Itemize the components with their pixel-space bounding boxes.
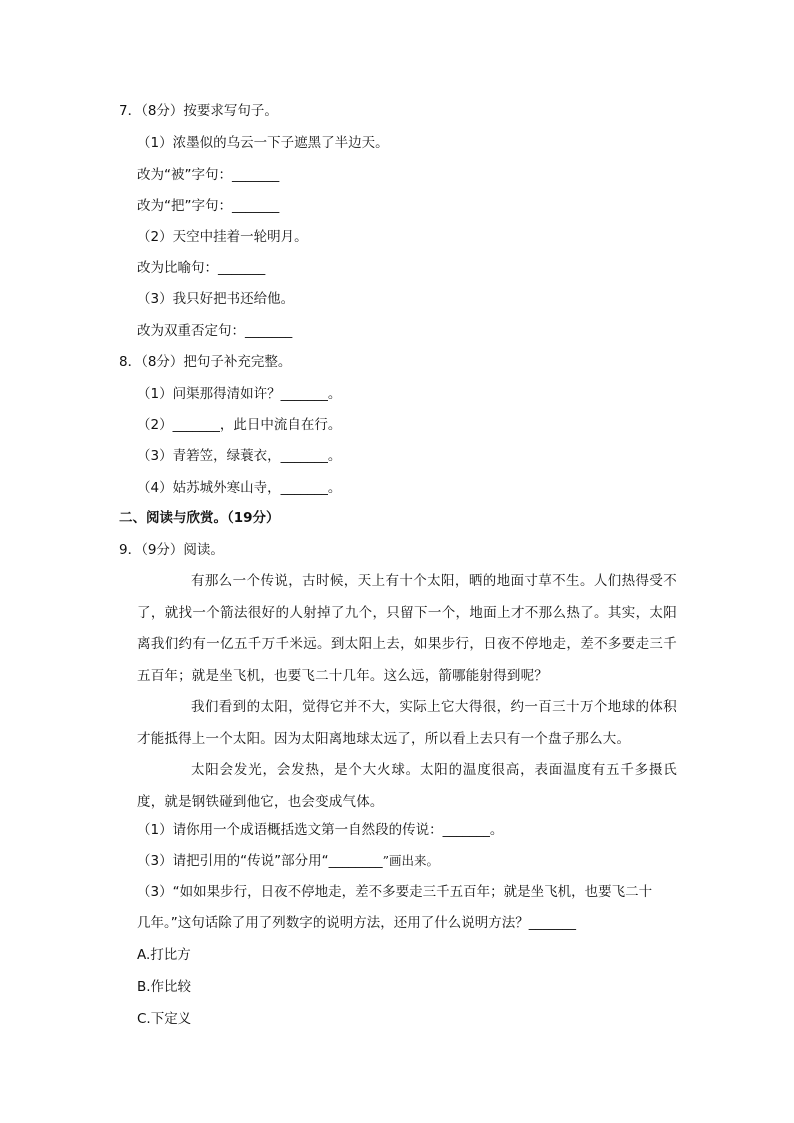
q7-header: 7．（8分）按要求写句子。 <box>119 103 278 119</box>
reading-passage <box>137 566 677 818</box>
q7-sentence-1: （1）浓墨似的乌云一下子遮黑了半边天。 <box>137 135 389 151</box>
passage-paragraph-3: 太阳会发光，会发热，是个大火球。太阳的温度很高，表面温度有五千多摄氏度，就是钢铁碰到他它，也会变成气体。 <box>137 762 677 810</box>
q9-header: 9．（9分）阅读。 <box>119 542 224 558</box>
q7-answer-bei: 改为“被”字句：_______ <box>137 167 280 183</box>
q9-sub-3-line-2: 几年。”这句话除了用了列数字的说明方法，还用了什么说明方法？_______ <box>137 915 576 931</box>
passage-paragraph-1: 有那么一个传说，古时候，天上有十个太阳，晒的地面寸草不生。人们热得受不了，就找一个箭法很好的人射掉了九个，只留下一个，地面上才不那么热了。其实，太阳离我们约有一亿五千万千米远。到太阳上去，如果步行，日夜不停地走，差不多要走三千五百年；就是坐飞机，也要飞二十几年。这么远，箭哪能射得到呢？ <box>137 573 677 684</box>
q9-option-c: C.下定义 <box>137 1011 192 1027</box>
q8-header: 8．（8分）把句子补充完整。 <box>119 354 292 370</box>
q9-sub-2 <box>137 851 439 871</box>
q9-sub-3-line-1: （3）“如如果步行，日夜不停地走，差不多要走三千五百年；就是坐飞机，也要飞二十 <box>137 884 653 900</box>
q8-item-4: （4）姑苏城外寒山寺，_______。 <box>137 480 342 496</box>
q7-sentence-2: （2）天空中挂着一轮明月。 <box>137 229 308 245</box>
q7-answer-ba: 改为“把”字句：_______ <box>137 198 280 214</box>
q8-item-1: （1）问渠那得清如许？_______。 <box>137 386 342 402</box>
q9-sub-1: （1）请你用一个成语概括选文第一自然段的传说：_______。 <box>137 822 504 838</box>
q7-answer-simile: 改为比喻句：_______ <box>137 260 266 276</box>
q9-option-a: A.打比方 <box>137 947 191 963</box>
q7-sentence-3: （3）我只好把书还给他。 <box>137 291 295 307</box>
q8-item-2: （2）_______，此日中流自在行。 <box>137 417 342 433</box>
q9-sub-2-blank: ________ <box>328 853 383 869</box>
section-title: 二、阅读与欣赏。（19分） <box>119 510 280 526</box>
q9-sub-2-prefix: （3）请把引用的“传说”部分用“ <box>137 853 329 869</box>
passage-paragraph-2: 我们看到的太阳，觉得它并不大，实际上它大得很，约一百三十万个地球的体积才能抵得上一个太阳。因为太阳离地球太远了，所以看上去只有一个盘子那么大。 <box>137 699 677 747</box>
q9-sub-2-suffix: ”画出来。 <box>382 853 439 868</box>
q8-item-3: （3）青箬笠，绿蓑衣，_______。 <box>137 448 342 464</box>
q7-answer-double-negative: 改为双重否定句：_______ <box>137 323 293 339</box>
q9-option-b: B.作比较 <box>137 979 192 995</box>
